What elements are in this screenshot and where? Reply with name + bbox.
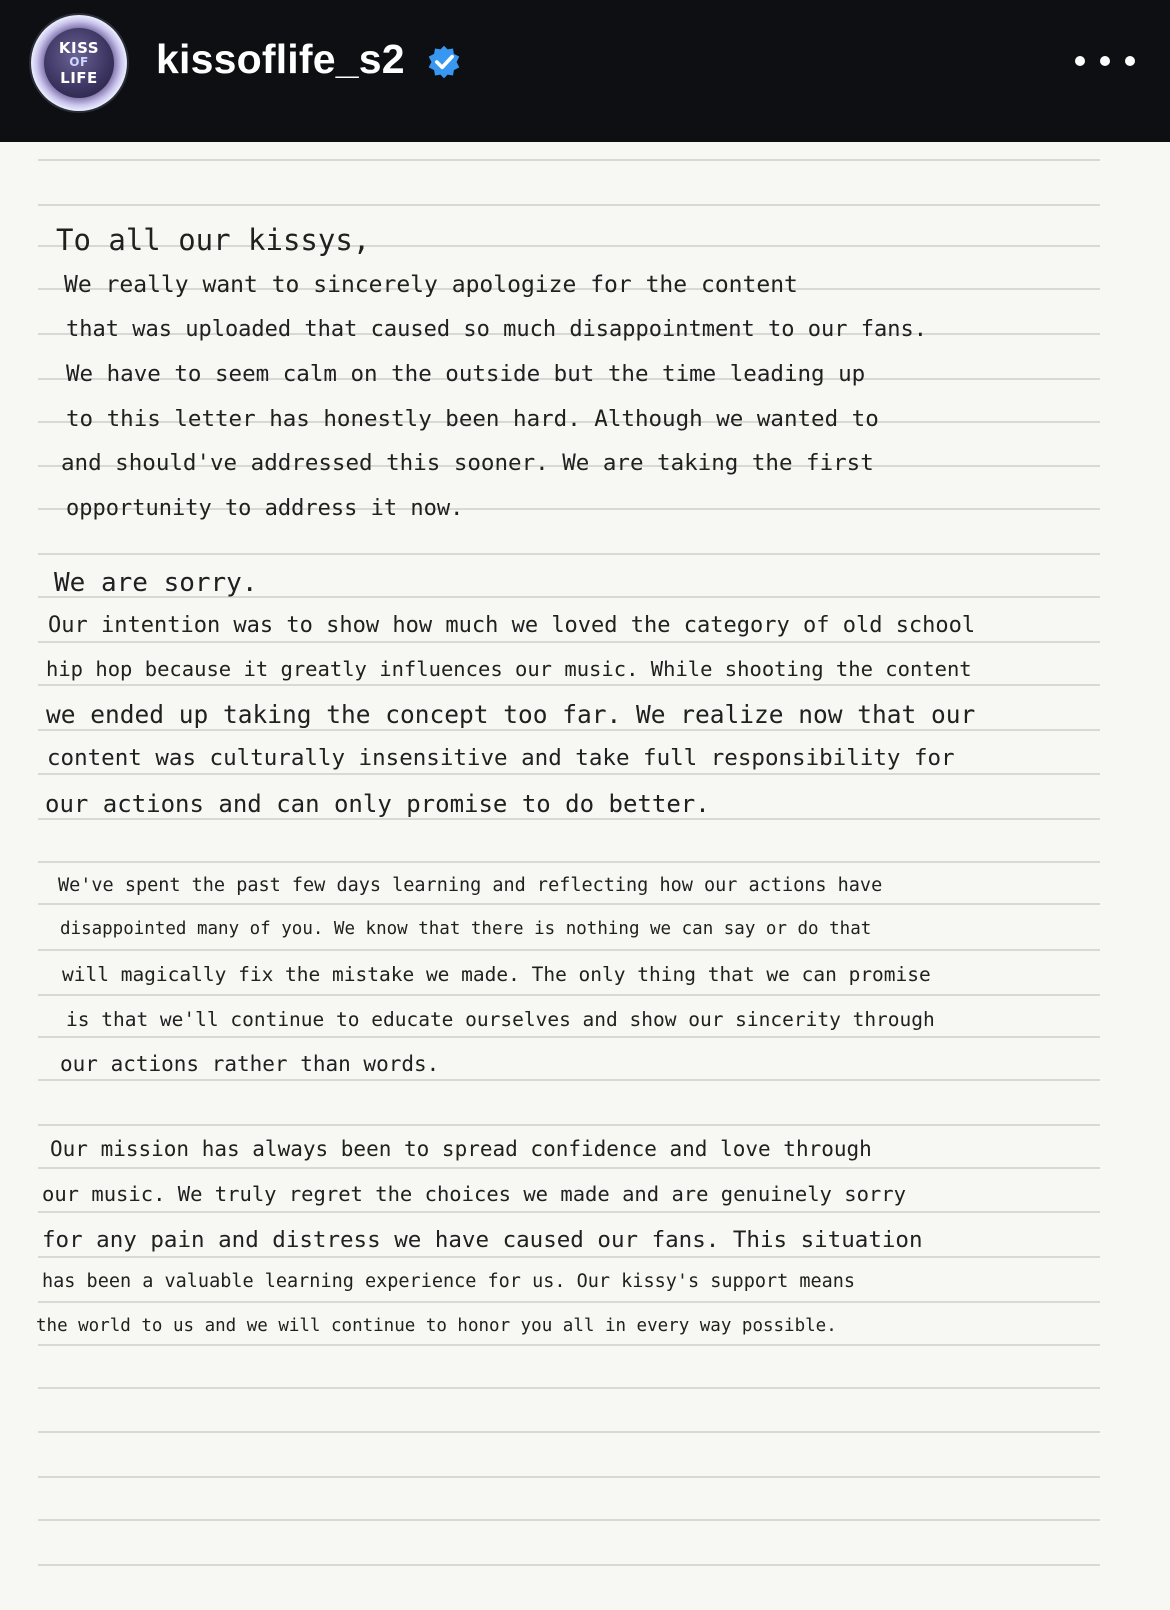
letter-line: We are sorry. bbox=[54, 568, 258, 598]
letter-line: We have to seem calm on the outside but the time leading up bbox=[66, 361, 866, 387]
letter-line: We've spent the past few days learning and reflecting how our actions have bbox=[58, 875, 883, 896]
letter-line: We really want to sincerely apologize for the content bbox=[64, 272, 798, 298]
letter-line: our music. We truly regret the choices we made and are genuinely sorry bbox=[42, 1182, 906, 1206]
letter-line: is that we'll continue to educate ourselves and show our sincerity through bbox=[66, 1008, 935, 1031]
letter-line: our actions rather than words. bbox=[60, 1052, 440, 1076]
letter-line: opportunity to address it now. bbox=[66, 496, 464, 521]
more-options-icon-dot bbox=[1100, 56, 1110, 66]
profile-avatar[interactable] bbox=[31, 15, 127, 111]
more-options-icon-dot bbox=[1075, 56, 1085, 66]
profile-username[interactable]: kissoflife_s2 bbox=[156, 36, 405, 82]
letter-line: the world to us and we will continue to honor you all in every way possible. bbox=[36, 1316, 837, 1336]
more-options-button[interactable] bbox=[1075, 46, 1135, 76]
letter-line: to this letter has honestly been hard. Although we wanted to bbox=[66, 406, 879, 432]
letter-line: and should've addressed this sooner. We are taking the first bbox=[61, 450, 874, 476]
avatar-logo-text: LIFE bbox=[60, 69, 98, 87]
letter-line: Our intention was to show how much we loved the category of old school bbox=[48, 613, 976, 638]
avatar-logo-text: KISS bbox=[58, 39, 100, 57]
letter-line: will magically fix the mistake we made. The only thing that we can promise bbox=[62, 963, 931, 986]
letter-body bbox=[0, 142, 1170, 1610]
verified-badge-icon bbox=[426, 44, 462, 80]
letter-line: that was uploaded that caused so much disappointment to our fans. bbox=[66, 317, 927, 342]
letter-line: disappointed many of you. We know that there is nothing we can say or do that bbox=[60, 919, 872, 939]
letter-line: content was culturally insensitive and take full responsibility for bbox=[47, 745, 955, 771]
letter-line: hip hop because it greatly influences our music. While shooting the content bbox=[46, 657, 972, 681]
post-header bbox=[0, 0, 1170, 142]
letter-line: our actions and can only promise to do better. bbox=[45, 790, 710, 818]
letter-line: has been a valuable learning experience for us. Our kissy's support means bbox=[42, 1271, 856, 1292]
avatar-logo-text: OF bbox=[69, 55, 89, 69]
letter-line: for any pain and distress we have caused our fans. This situation bbox=[42, 1227, 923, 1253]
letter-line: we ended up taking the concept too far. We realize now that our bbox=[46, 700, 976, 729]
handwritten-letter-image bbox=[0, 142, 1170, 1610]
letter-line: Our mission has always been to spread confidence and love through bbox=[50, 1137, 872, 1161]
letter-greeting: To all our kissys, bbox=[56, 223, 371, 257]
more-options-icon-dot bbox=[1125, 56, 1135, 66]
